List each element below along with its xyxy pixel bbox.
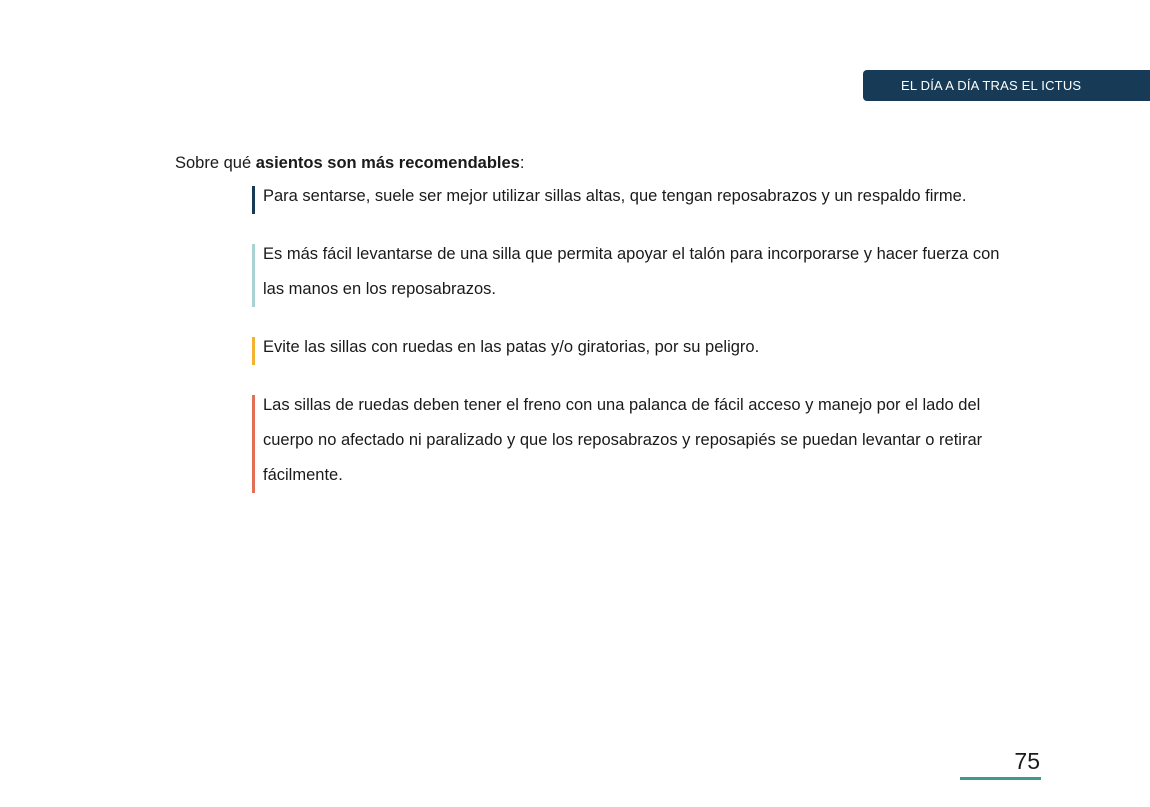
recommendation-text: Evite las sillas con ruedas en las patas y/o giratorias, por su peligro.: [263, 338, 760, 356]
intro-suffix: :: [519, 154, 525, 172]
page-number-rule: [960, 777, 1041, 780]
recommendation-item: [252, 395, 1023, 493]
intro-prefix: Sobre qué: [175, 154, 256, 172]
recommendation-text: Las sillas de ruedas deben tener el freno con una palanca de fácil acceso y manejo por el lado del cuerpo no afectado ni paralizado y que los reposabrazos y reposapiés se puedan levantar o retirar fácilmente.: [263, 396, 983, 484]
recommendation-text: Para sentarse, suele ser mejor utilizar sillas altas, que tengan reposabrazos y un respaldo firme.: [263, 187, 967, 205]
intro-sentence: [175, 152, 524, 174]
recommendation-item: [252, 244, 1023, 307]
recommendation-item: [252, 186, 1023, 214]
recommendation-item: [252, 337, 1023, 365]
page-number: 75: [1014, 748, 1040, 774]
section-title: EL DÍA A DÍA TRAS EL ICTUS: [901, 78, 1082, 93]
intro-emphasis: asientos son más recomendables: [255, 154, 520, 172]
section-header-badge: [863, 70, 1150, 101]
recommendation-text: Es más fácil levantarse de una silla que permita apoyar el talón para incorporarse y hacer fuerza con las manos en los reposabrazos.: [263, 245, 1000, 298]
